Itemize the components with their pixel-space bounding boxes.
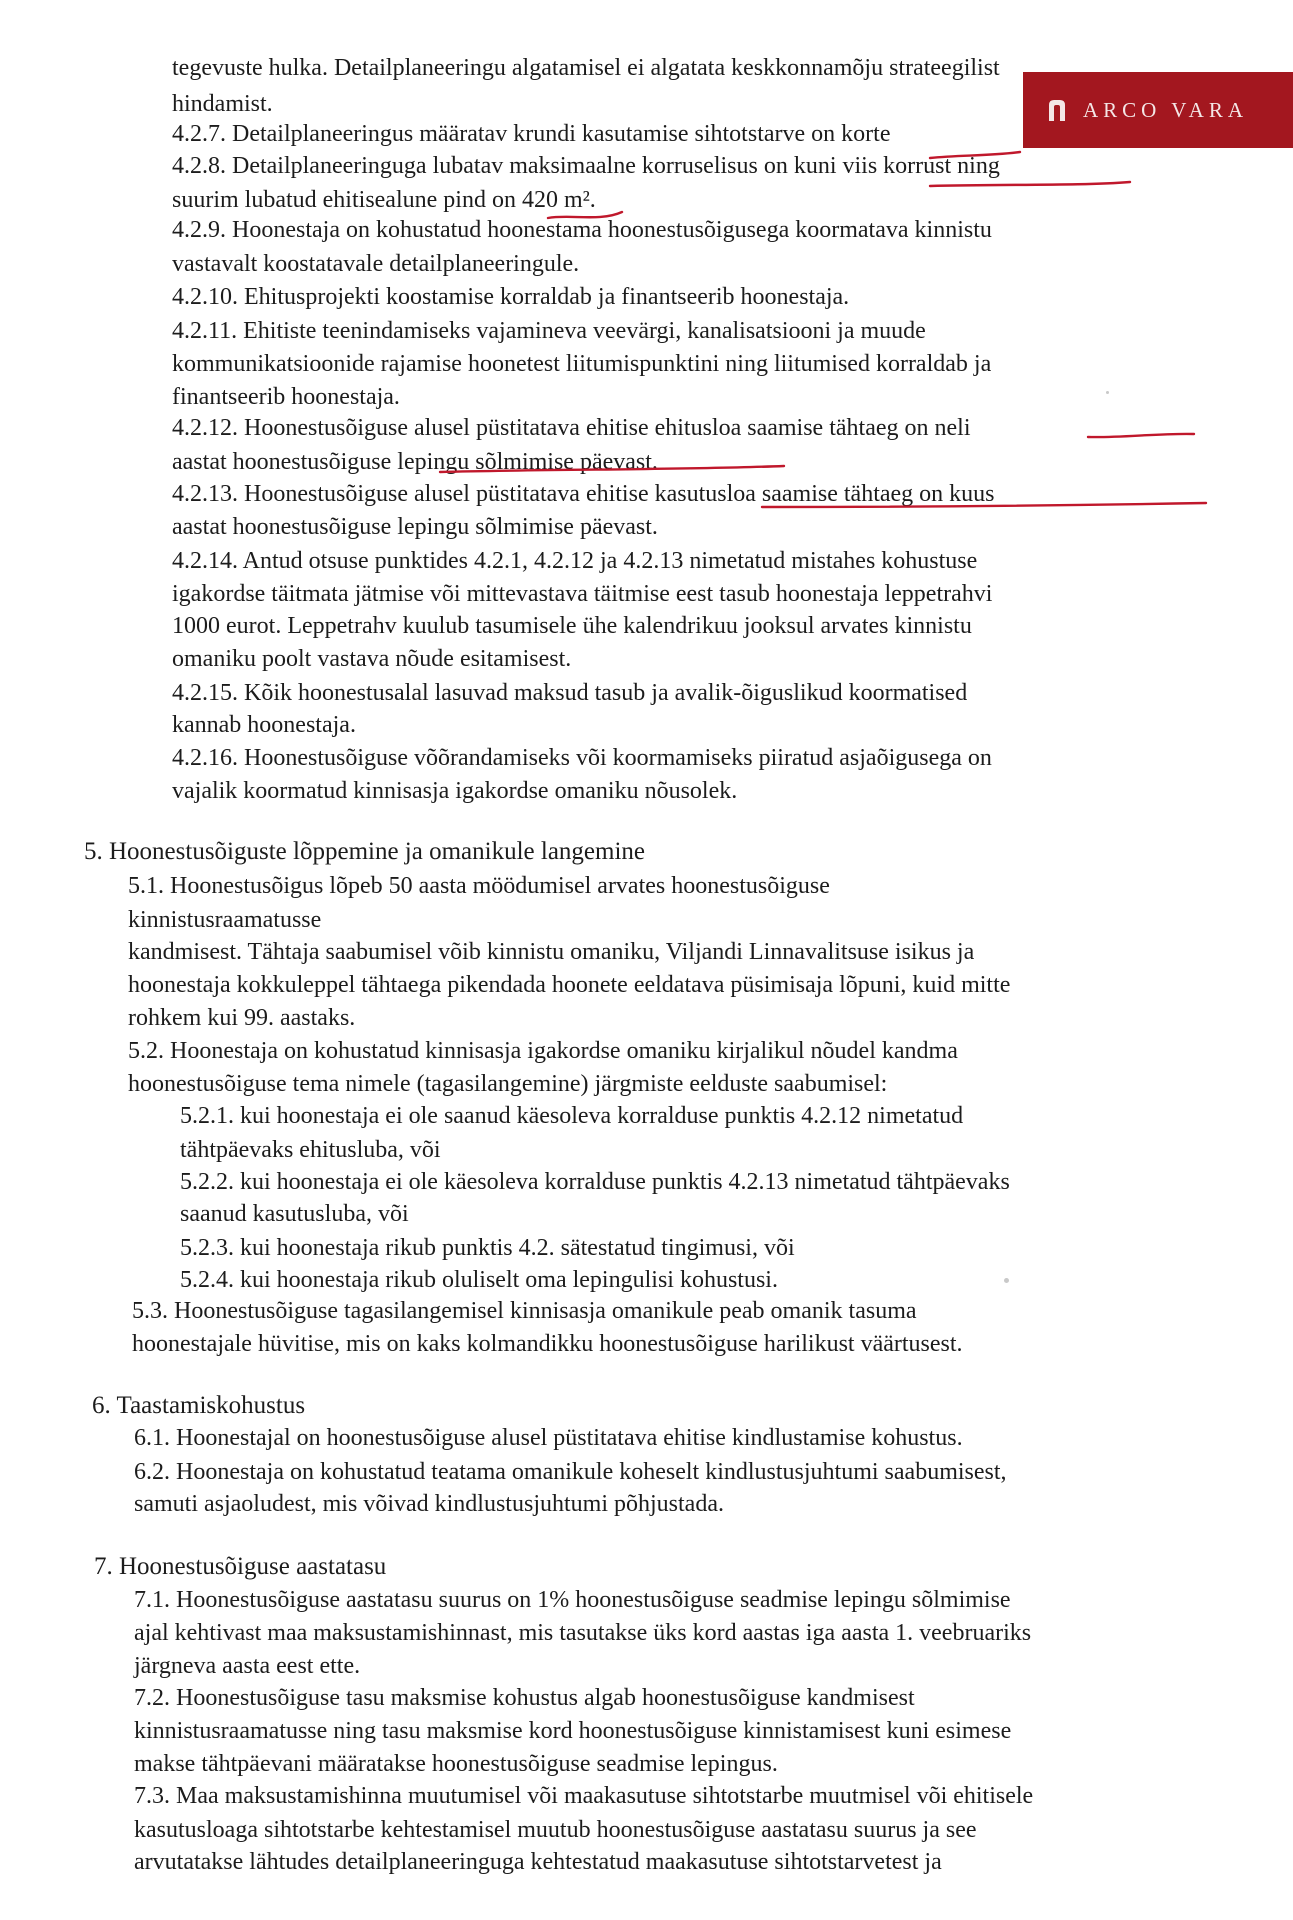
text-line: 4.2.7. Detailplaneeringus määratav krundi kasutamise sihtotstarve on korte bbox=[172, 121, 891, 147]
text-line: 5.2.3. kui hoonestaja rikub punktis 4.2. sätestatud tingimusi, või bbox=[180, 1235, 795, 1261]
text-line: 5.2.1. kui hoonestaja ei ole saanud käesoleva korralduse punktis 4.2.12 nimetatud bbox=[180, 1103, 964, 1129]
text-line: kandmisest. Tähtaja saabumisel võib kinnistu omaniku, Viljandi Linnavalitsuse isikus ja bbox=[128, 939, 975, 965]
text-line: finantseerib hoonestaja. bbox=[172, 384, 400, 410]
text-line: hoonestajale hüvitise, mis on kaks kolmandikku hoonestusõiguse harilikust väärtusest. bbox=[132, 1331, 963, 1357]
underline-mark bbox=[930, 182, 1130, 186]
text-line: 5.3. Hoonestusõiguse tagasilangemisel kinnisasja omanikule peab omanik tasuma bbox=[132, 1298, 917, 1324]
text-line: 4.2.14. Antud otsuse punktides 4.2.1, 4.2.12 ja 4.2.13 nimetatud mistahes kohustuse bbox=[172, 548, 978, 574]
text-line: 4.2.9. Hoonestaja on kohustatud hoonestama hoonestusõigusega koormatava kinnistu bbox=[172, 217, 992, 243]
text-line: 5.2.4. kui hoonestaja rikub oluliselt oma lepingulisi kohustusi. bbox=[180, 1267, 778, 1293]
text-line: 5.2. Hoonestaja on kohustatud kinnisasja igakordse omaniku kirjalikul nõudel kandma bbox=[128, 1038, 958, 1064]
section-heading: 5. Hoonestusõiguste lõppemine ja omanikule langemine bbox=[84, 838, 645, 865]
text-line: hoonestaja kokkuleppel tähtaega pikendada hoonete eeldatava püsimisaja lõpuni, kuid mitte bbox=[128, 972, 1011, 998]
text-line: 4.2.16. Hoonestusõiguse võõrandamiseks või koormamiseks piiratud asjaõigusega on bbox=[172, 745, 992, 771]
text-line: hindamist. bbox=[172, 91, 273, 117]
text-line: omaniku poolt vastava nõude esitamisest. bbox=[172, 646, 572, 672]
text-line: suurim lubatud ehitisealune pind on 420 m². bbox=[172, 187, 596, 213]
text-line: kannab hoonestaja. bbox=[172, 712, 356, 738]
text-line: 7.2. Hoonestusõiguse tasu maksmise kohustus algab hoonestusõiguse kandmisest bbox=[134, 1685, 915, 1711]
text-line: rohkem kui 99. aastaks. bbox=[128, 1005, 356, 1031]
text-line: järgneva aasta eest ette. bbox=[134, 1653, 361, 1679]
text-line: 7.3. Maa maksustamishinna muutumisel või maakasutuse sihtotstarbe muutmisel või ehitisele bbox=[134, 1783, 1034, 1809]
text-line: hoonestusõiguse tema nimele (tagasilangemine) järgmiste eelduste saabumisel: bbox=[128, 1071, 888, 1097]
text-line: tähtpäevaks ehitusluba, või bbox=[180, 1137, 441, 1163]
text-line: kommunikatsioonide rajamise hoonetest liitumispunktini ning liitumised korraldab ja bbox=[172, 351, 992, 377]
text-line: aastat hoonestusõiguse lepingu sõlmimise päevast. bbox=[172, 449, 658, 475]
text-line: kasutusloaga sihtotstarbe kehtestamisel muutub hoonestusõiguse aastatasu suurus ja see bbox=[134, 1817, 977, 1843]
text-line: 5.2.2. kui hoonestaja ei ole käesoleva korralduse punktis 4.2.13 nimetatud tähtpäevaks bbox=[180, 1169, 1010, 1195]
logo-mark-icon bbox=[1047, 99, 1067, 121]
text-line: 6.1. Hoonestajal on hoonestusõiguse alusel püstitatava ehitise kindlustamise kohustus. bbox=[134, 1425, 963, 1451]
scan-speck bbox=[1106, 391, 1109, 394]
text-line: samuti asjaoludest, mis võivad kindlustusjuhtumi põhjustada. bbox=[134, 1491, 724, 1517]
text-line: 4.2.11. Ehitiste teenindamiseks vajamineva veevärgi, kanalisatsiooni ja muude bbox=[172, 318, 926, 344]
text-line: 4.2.10. Ehitusprojekti koostamise korraldab ja finantseerib hoonestaja. bbox=[172, 284, 850, 310]
text-line: 4.2.12. Hoonestusõiguse alusel püstitatava ehitise ehitusloa saamise tähtaeg on neli bbox=[172, 415, 971, 441]
text-line: 4.2.13. Hoonestusõiguse alusel püstitatava ehitise kasutusloa saamise tähtaeg on kuus bbox=[172, 481, 995, 507]
underline-mark bbox=[1088, 434, 1194, 437]
text-line: kinnistusraamatusse bbox=[128, 907, 322, 933]
text-line: makse tähtpäevani määratakse hoonestusõiguse seadmise lepingus. bbox=[134, 1751, 778, 1777]
text-line: saanud kasutusluba, või bbox=[180, 1201, 409, 1227]
text-line: kinnistusraamatusse ning tasu maksmise kord hoonestusõiguse kinnistamisest kuni esimese bbox=[134, 1718, 1012, 1744]
text-line: tegevuste hulka. Detailplaneeringu algatamisel ei algatata keskkonnamõju strateegilist bbox=[172, 55, 1000, 81]
text-line: 6.2. Hoonestaja on kohustatud teatama omanikule koheselt kindlustusjuhtumi saabumisest, bbox=[134, 1459, 1007, 1485]
text-line: igakordse täitmata jätmise või mittevastava täitmise eest tasub hoonestaja leppetrahvi bbox=[172, 581, 993, 607]
text-line: 7.1. Hoonestusõiguse aastatasu suurus on 1% hoonestusõiguse seadmise lepingu sõlmimise bbox=[134, 1587, 1011, 1613]
text-line: vajalik koormatud kinnisasja igakordse omaniku nõusolek. bbox=[172, 778, 738, 804]
text-line: arvutatakse lähtudes detailplaneeringuga kehtestatud maakasutuse sihtotstarvetest ja bbox=[134, 1849, 942, 1875]
section-heading: 7. Hoonestusõiguse aastatasu bbox=[94, 1553, 387, 1580]
text-line: vastavalt koostatavale detailplaneeringule. bbox=[172, 251, 580, 277]
logo-text: ARCO VARA bbox=[1083, 97, 1249, 122]
text-line: ajal kehtivast maa maksustamishinnast, mis tasutakse üks kord aastas iga aasta 1. veebruariks bbox=[134, 1620, 1032, 1646]
section-heading: 6. Taastamiskohustus bbox=[92, 1392, 306, 1419]
text-line: 5.1. Hoonestusõigus lõpeb 50 aasta möödumisel arvates hoonestusõiguse bbox=[128, 873, 830, 899]
scan-speck bbox=[1004, 1278, 1009, 1283]
arco-vara-logo bbox=[1023, 72, 1293, 148]
text-line: 4.2.15. Kõik hoonestusalal lasuvad maksud tasub ja avalik-õiguslikud koormatised bbox=[172, 680, 968, 706]
text-line: aastat hoonestusõiguse lepingu sõlmimise päevast. bbox=[172, 514, 658, 540]
text-line: 1000 eurot. Leppetrahv kuulub tasumisele ühe kalendrikuu jooksul arvates kinnistu bbox=[172, 613, 972, 639]
text-line: 4.2.8. Detailplaneeringuga lubatav maksimaalne korruselisus on kuni viis korrust ning bbox=[172, 153, 1000, 179]
